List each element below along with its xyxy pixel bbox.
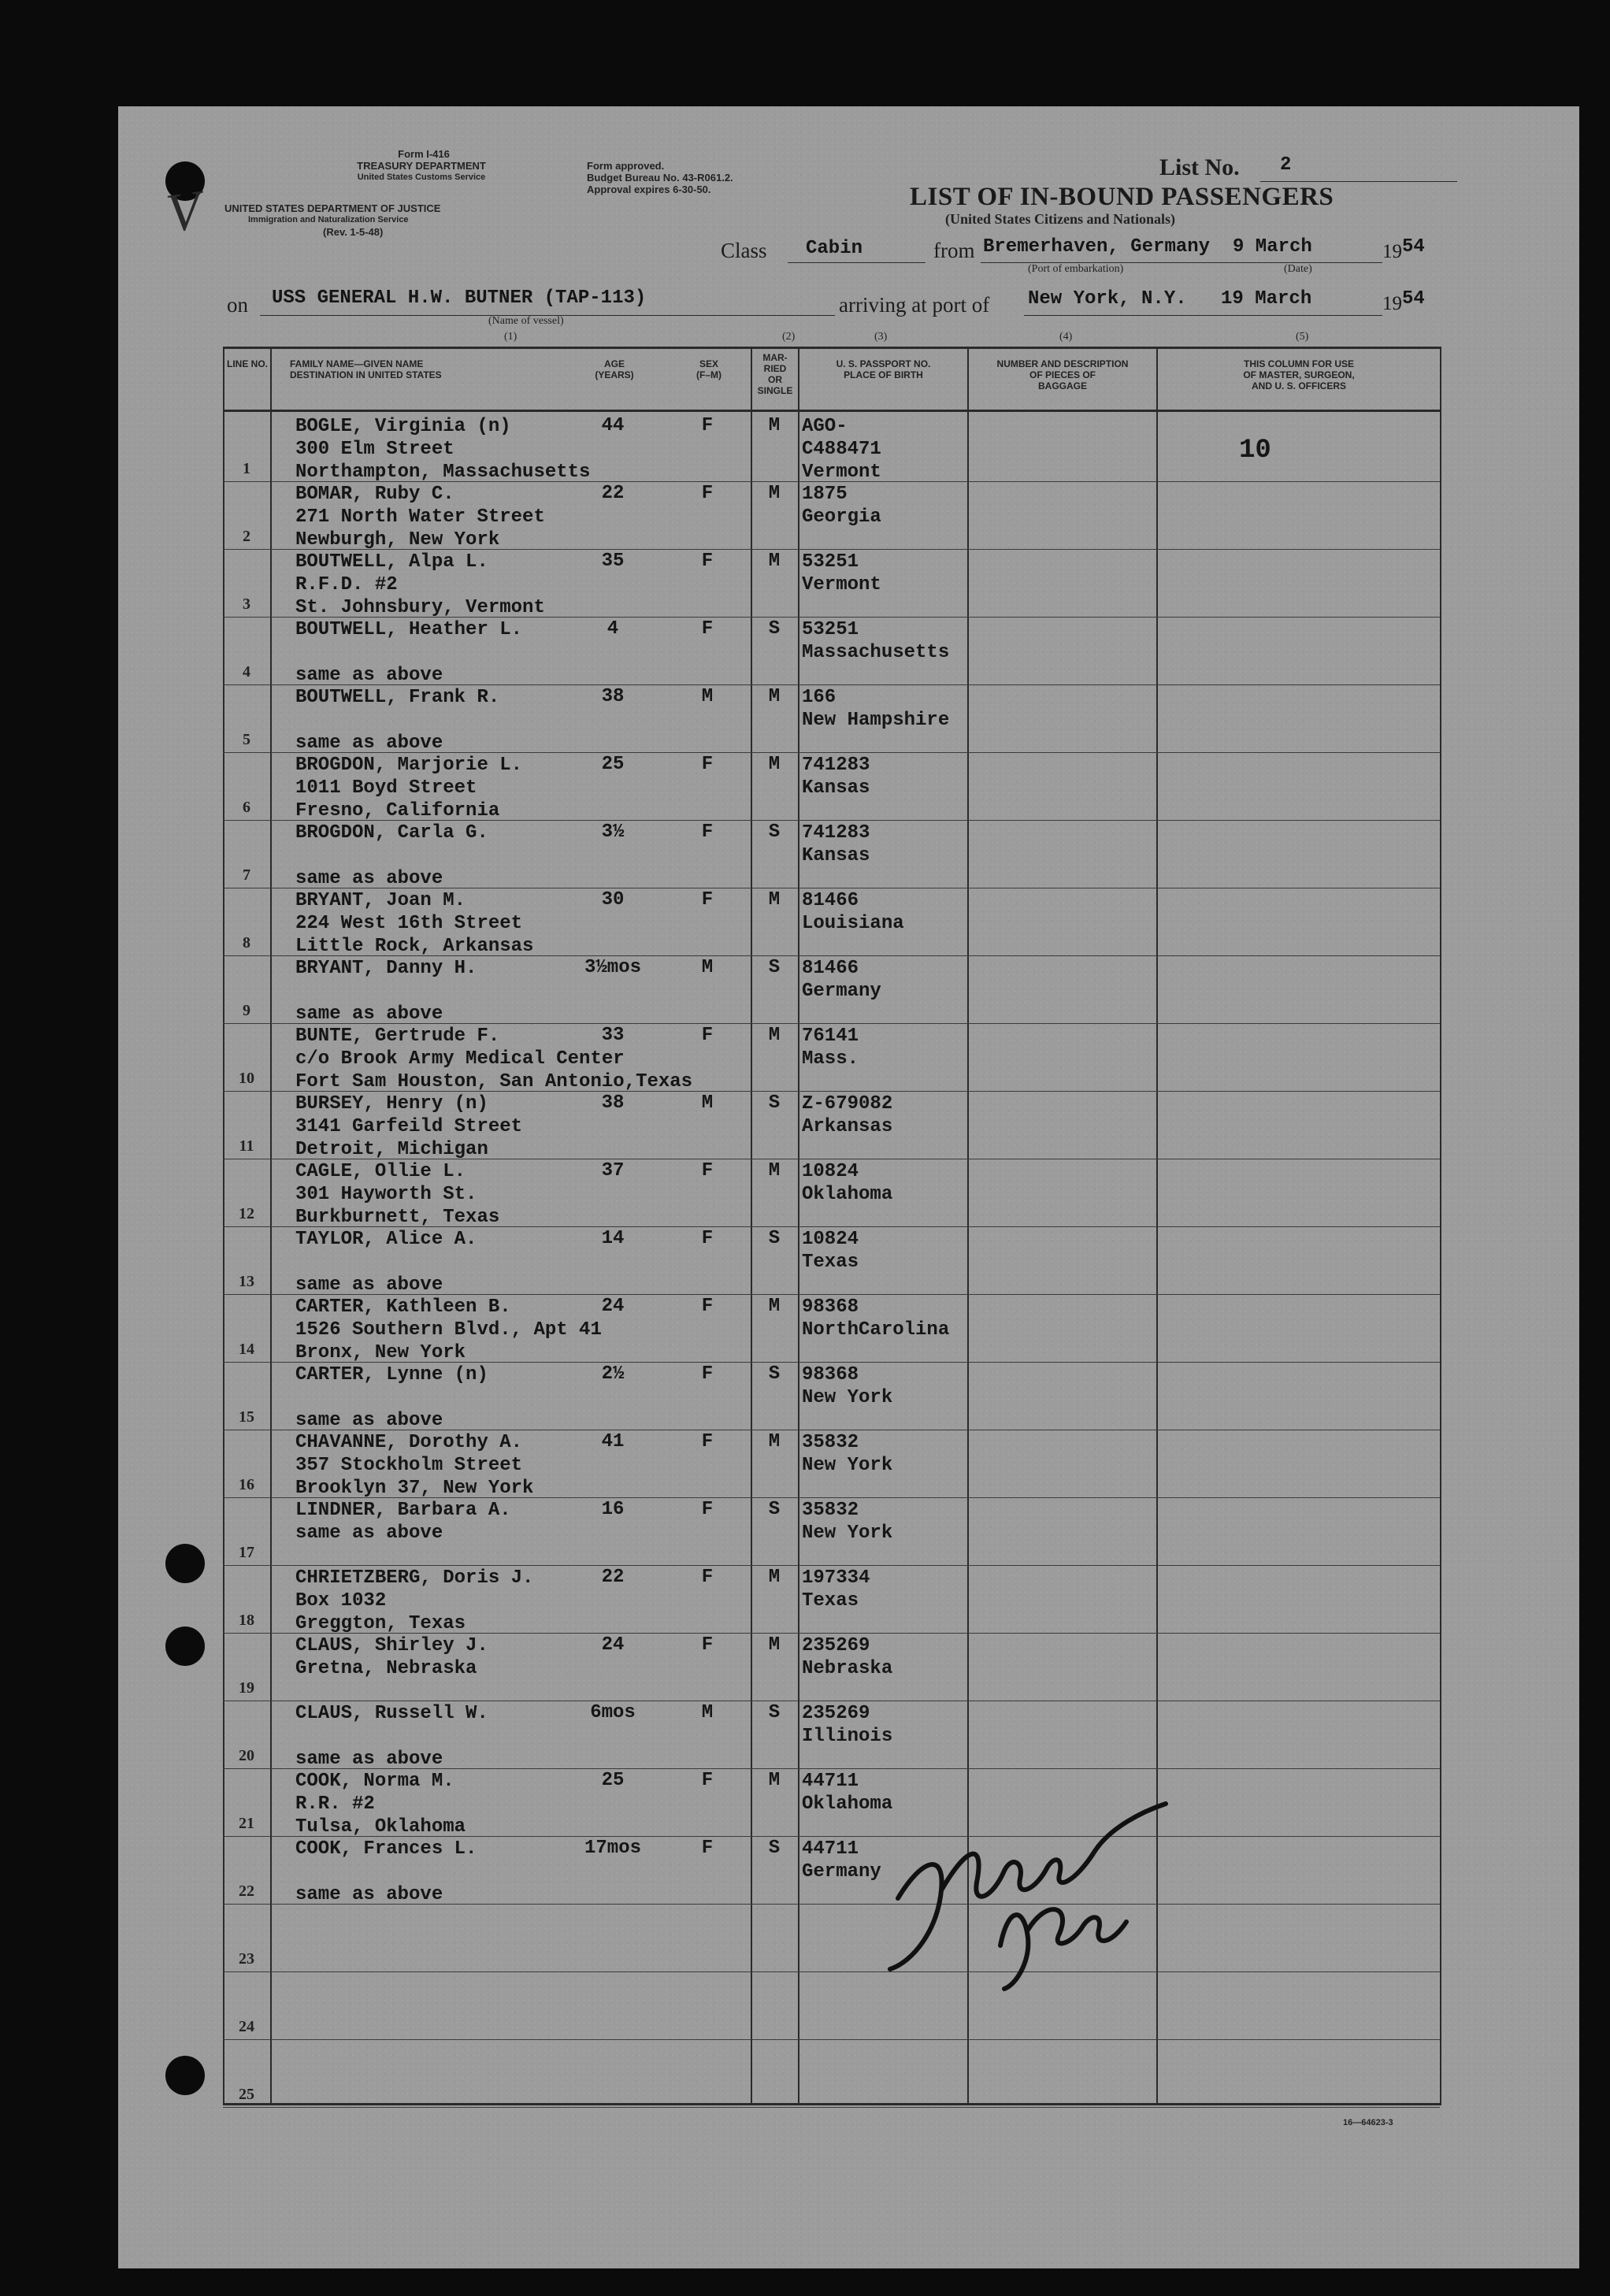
line-number: 9 — [243, 1002, 250, 1019]
col-header-sex: SEX (F–M) — [696, 358, 722, 380]
passenger-name-destination: COOK, Norma M. R.R. #2 Tulsa, Oklahoma — [295, 1771, 466, 1838]
table-row — [223, 1226, 1440, 1295]
passenger-sex: F — [701, 1025, 714, 1046]
passenger-marital-status: M — [768, 889, 781, 911]
passenger-age: 17mos — [584, 1838, 641, 1859]
punch-hole — [165, 1544, 205, 1583]
passenger-age: 25 — [601, 1770, 625, 1791]
passenger-age: 41 — [601, 1431, 625, 1452]
passenger-sex: F — [701, 1296, 714, 1317]
table-row — [223, 1768, 1440, 1837]
passenger-marital-status: S — [768, 1363, 781, 1385]
table-row — [223, 752, 1440, 821]
passenger-sex: M — [701, 1702, 714, 1723]
line-number: 16 — [239, 1476, 254, 1493]
margin-check-mark: V — [162, 180, 205, 245]
table-row — [223, 549, 1440, 618]
line-number: 10 — [239, 1070, 254, 1087]
passport-birthplace: Z-679082 Arkansas — [802, 1093, 893, 1137]
passenger-marital-status: M — [768, 1296, 781, 1317]
department-justice: UNITED STATES DEPARTMENT OF JUSTICE — [224, 202, 441, 214]
passenger-name-destination: LINDNER, Barbara A. same as above — [295, 1500, 511, 1544]
table-row — [223, 1971, 1440, 2040]
passenger-name-destination: CLAUS, Russell W. same as above — [295, 1703, 488, 1770]
line-number: 1 — [243, 460, 250, 477]
table-row — [223, 1497, 1440, 1566]
passenger-sex: F — [701, 1160, 714, 1181]
passport-birthplace: 166 New Hampshire — [802, 687, 950, 731]
line-number: 4 — [243, 663, 250, 681]
col-header-baggage: NUMBER AND DESCRIPTION OF PIECES OF BAGGAGE — [996, 358, 1129, 391]
passenger-age: 22 — [601, 1567, 625, 1588]
passenger-name-destination: BROGDON, Marjorie L. 1011 Boyd Street Fresno, California — [295, 755, 523, 822]
passenger-sex: F — [701, 618, 714, 640]
passenger-name-destination: BROGDON, Carla G. same as above — [295, 822, 488, 889]
passenger-name-destination: BOUTWELL, Frank R. same as above — [295, 687, 500, 754]
passenger-sex: F — [701, 1228, 714, 1249]
table-row — [223, 1836, 1440, 1905]
port-caption: (Port of embarkation) — [1028, 263, 1124, 275]
line-number: 17 — [239, 1544, 254, 1561]
passenger-sex: F — [701, 1634, 714, 1656]
on-label: on — [227, 293, 248, 317]
line-number: 13 — [239, 1273, 254, 1290]
line-number: 24 — [239, 2018, 254, 2035]
table-row — [223, 1091, 1440, 1159]
passport-birthplace: 10824 Oklahoma — [802, 1161, 893, 1205]
passenger-name-destination: BURSEY, Henry (n) 3141 Garfeild Street Detroit, Michigan — [295, 1093, 523, 1160]
passenger-age: 35 — [601, 551, 625, 572]
passenger-name-destination: BOUTWELL, Heather L. same as above — [295, 619, 523, 686]
passenger-name-destination: CAGLE, Ollie L. 301 Hayworth St. Burkburnett, Texas — [295, 1161, 500, 1228]
line-number: 14 — [239, 1341, 254, 1358]
passenger-age: 2½ — [601, 1363, 625, 1385]
passport-birthplace: AGO- C488471 Vermont — [802, 416, 881, 483]
list-no-label: List No. — [1159, 154, 1240, 180]
table-row — [223, 888, 1440, 956]
table-row — [223, 481, 1440, 550]
passenger-name-destination: CHRIETZBERG, Doris J. Box 1032 Greggton, Texas — [295, 1567, 534, 1634]
table-row — [223, 1633, 1440, 1701]
passenger-age: 38 — [601, 1092, 625, 1114]
table-row — [223, 617, 1440, 685]
passenger-sex: F — [701, 1431, 714, 1452]
col-num-2: (2) — [782, 331, 796, 343]
passenger-sex: F — [701, 1499, 714, 1520]
embarkation-date: 9 March — [1233, 236, 1312, 258]
passenger-marital-status: M — [768, 686, 781, 707]
passenger-marital-status: S — [768, 957, 781, 978]
line-number: 19 — [239, 1679, 254, 1697]
passport-birthplace: 98368 NorthCarolina — [802, 1296, 950, 1341]
vessel-name: USS GENERAL H.W. BUTNER (TAP-113) — [272, 287, 647, 309]
passenger-marital-status: M — [768, 1567, 781, 1588]
from-label: from — [933, 239, 975, 262]
passenger-sex: F — [701, 822, 714, 843]
line-number: 8 — [243, 934, 250, 951]
col-header-age: AGE (YEARS) — [595, 358, 634, 380]
passenger-age: 24 — [601, 1634, 625, 1656]
year-prefix: 19 — [1382, 241, 1402, 262]
table-row — [223, 820, 1440, 888]
passenger-age: 4 — [607, 618, 619, 640]
table-row — [223, 414, 1440, 482]
col-header-passport: U. S. PASSPORT NO. PLACE OF BIRTH — [836, 358, 931, 380]
form-number: Form I-416 — [398, 148, 450, 160]
col-num-5: (5) — [1296, 331, 1309, 343]
line-number: 21 — [239, 1815, 254, 1832]
passport-birthplace: 10824 Texas — [802, 1229, 859, 1273]
table-row — [223, 684, 1440, 753]
passenger-name-destination: BOUTWELL, Alpa L. R.F.D. #2 St. Johnsbury, Vermont — [295, 551, 545, 618]
page-subtitle: (United States Citizens and Nationals) — [945, 211, 1176, 227]
passenger-marital-status: S — [768, 1092, 781, 1114]
passenger-marital-status: M — [768, 1025, 781, 1046]
col-header-officers: THIS COLUMN FOR USE OF MASTER, SURGEON, AND U. S. OFFICERS — [1243, 358, 1355, 391]
passenger-marital-status: M — [768, 1770, 781, 1791]
passenger-age: 33 — [601, 1025, 625, 1046]
table-row — [223, 1159, 1440, 1227]
passenger-sex: F — [701, 415, 714, 436]
passenger-marital-status: M — [768, 1431, 781, 1452]
passport-birthplace: 81466 Louisiana — [802, 890, 904, 934]
department-treasury: TREASURY DEPARTMENT — [357, 160, 486, 172]
passenger-name-destination: BUNTE, Gertrude F. c/o Brook Army Medical Center Fort Sam Houston, San Antonio,Texas — [295, 1026, 693, 1092]
passport-birthplace: 235269 Illinois — [802, 1703, 893, 1747]
table-row — [223, 1904, 1440, 1972]
passenger-sex: M — [701, 957, 714, 978]
passenger-name-destination: BOMAR, Ruby C. 271 North Water Street Newburgh, New York — [295, 484, 545, 551]
passenger-age: 6mos — [590, 1702, 636, 1723]
passenger-age: 24 — [601, 1296, 625, 1317]
passenger-age: 16 — [601, 1499, 625, 1520]
line-number: 6 — [243, 799, 250, 816]
passenger-marital-status: M — [768, 1634, 781, 1656]
passport-birthplace: 197334 Texas — [802, 1567, 870, 1612]
passport-birthplace: 76141 Mass. — [802, 1026, 859, 1070]
passenger-age: 44 — [601, 415, 625, 436]
col-header-name: FAMILY NAME—GIVEN NAME DESTINATION IN UNITED STATES — [290, 358, 442, 380]
passport-birthplace: 235269 Nebraska — [802, 1635, 893, 1679]
passenger-name-destination: CLAUS, Shirley J. Gretna, Nebraska — [295, 1635, 488, 1679]
line-number: 5 — [243, 731, 250, 748]
arriving-label: arriving at port of — [839, 293, 990, 317]
col-num-3: (3) — [874, 331, 888, 343]
line-number: 7 — [243, 866, 250, 884]
officer-mark: 10 — [1239, 436, 1271, 466]
punch-hole — [165, 2056, 205, 2095]
port-of-embarkation: Bremerhaven, Germany — [983, 236, 1211, 258]
approval-line-2: Budget Bureau No. 43-R061.2. — [587, 172, 733, 184]
approval-line-3: Approval expires 6-30-50. — [587, 184, 711, 195]
embarkation-year: 54 — [1402, 236, 1425, 258]
passenger-sex: M — [701, 686, 714, 707]
passenger-marital-status: M — [768, 754, 781, 775]
passport-birthplace: 98368 New York — [802, 1364, 893, 1408]
date-caption: (Date) — [1284, 263, 1312, 275]
line-number: 20 — [239, 1747, 254, 1764]
passport-birthplace: 35832 New York — [802, 1500, 893, 1544]
line-number: 18 — [239, 1612, 254, 1629]
passenger-marital-status: S — [768, 1499, 781, 1520]
passenger-marital-status: M — [768, 551, 781, 572]
line-number: 3 — [243, 595, 250, 613]
line-number: 25 — [239, 2086, 254, 2103]
line-number: 23 — [239, 1950, 254, 1968]
passenger-sex: M — [701, 1092, 714, 1114]
class-value: Cabin — [806, 238, 863, 259]
table-row — [223, 1701, 1440, 1769]
year-prefix-2: 19 — [1382, 293, 1402, 314]
col-header-married: MAR- RIED OR SINGLE — [757, 352, 793, 396]
passenger-name-destination: CHAVANNE, Dorothy A. 357 Stockholm Street Brooklyn 37, New York — [295, 1432, 534, 1499]
passenger-marital-status: M — [768, 415, 781, 436]
col-num-4: (4) — [1059, 331, 1073, 343]
print-code: 16—64623-3 — [1343, 2118, 1393, 2127]
passenger-marital-status: S — [768, 1228, 781, 1249]
passenger-sex: F — [701, 483, 714, 504]
passport-birthplace: 53251 Massachusetts — [802, 619, 950, 663]
col-header-line: LINE NO. — [226, 358, 268, 369]
passenger-age: 3½mos — [584, 957, 641, 978]
passenger-name-destination: CARTER, Lynne (n) same as above — [295, 1364, 488, 1431]
table-row — [223, 1565, 1440, 1634]
passenger-age: 38 — [601, 686, 625, 707]
line-number: 22 — [239, 1882, 254, 1900]
passport-birthplace: 44711 Oklahoma — [802, 1771, 893, 1815]
passport-birthplace: 1875 Georgia — [802, 484, 881, 528]
passenger-age: 25 — [601, 754, 625, 775]
table-row — [223, 2039, 1440, 2108]
passenger-name-destination: CARTER, Kathleen B. 1526 Southern Blvd., Apt 41 Bronx, New York — [295, 1296, 602, 1363]
passport-birthplace: 44711 Germany — [802, 1838, 881, 1882]
passenger-marital-status: S — [768, 618, 781, 640]
table-row — [223, 955, 1440, 1024]
passenger-age: 30 — [601, 889, 625, 911]
passenger-marital-status: S — [768, 1702, 781, 1723]
arrival-port: New York, N.Y. — [1028, 288, 1187, 310]
line-number: 2 — [243, 528, 250, 545]
line-number: 12 — [239, 1205, 254, 1222]
department-justice-sub: Immigration and Naturalization Service — [248, 215, 409, 224]
passport-birthplace: 35832 New York — [802, 1432, 893, 1476]
passport-birthplace: 81466 Germany — [802, 958, 881, 1002]
table-row — [223, 1430, 1440, 1498]
passenger-age: 14 — [601, 1228, 625, 1249]
department-treasury-sub: United States Customs Service — [357, 172, 486, 182]
passenger-sex: F — [701, 551, 714, 572]
passenger-marital-status: M — [768, 1160, 781, 1181]
vessel-caption: (Name of vessel) — [488, 315, 564, 327]
arrival-date: 19 March — [1221, 288, 1312, 310]
passenger-name-destination: BRYANT, Joan M. 224 West 16th Street Little Rock, Arkansas — [295, 890, 534, 957]
signature — [866, 1796, 1197, 1993]
line-number: 11 — [239, 1137, 254, 1155]
passenger-sex: F — [701, 754, 714, 775]
class-label: Class — [721, 239, 767, 262]
punch-hole — [165, 1626, 205, 1666]
passenger-sex: F — [701, 1567, 714, 1588]
passport-birthplace: 741283 Kansas — [802, 822, 870, 866]
passenger-name-destination: TAYLOR, Alice A. same as above — [295, 1229, 477, 1296]
passenger-sex: F — [701, 889, 714, 911]
passenger-age: 22 — [601, 483, 625, 504]
revision: (Rev. 1-5-48) — [323, 226, 384, 238]
passenger-marital-status: M — [768, 483, 781, 504]
passenger-sex: F — [701, 1770, 714, 1791]
page-title: LIST OF IN-BOUND PASSENGERS — [910, 183, 1334, 211]
line-number: 15 — [239, 1408, 254, 1426]
approval-line-1: Form approved. — [587, 160, 665, 172]
passenger-marital-status: S — [768, 1838, 781, 1859]
passenger-sex: F — [701, 1838, 714, 1859]
passenger-name-destination: COOK, Frances L. same as above — [295, 1838, 477, 1905]
passenger-name-destination: BRYANT, Danny H. same as above — [295, 958, 477, 1025]
table-row — [223, 1023, 1440, 1092]
col-num-1: (1) — [504, 331, 518, 343]
table-row — [223, 1294, 1440, 1363]
passport-birthplace: 53251 Vermont — [802, 551, 881, 595]
table-row — [223, 1362, 1440, 1430]
passenger-age: 3½ — [601, 822, 625, 843]
passport-birthplace: 741283 Kansas — [802, 755, 870, 799]
passenger-marital-status: S — [768, 822, 781, 843]
arrival-year: 54 — [1402, 288, 1425, 310]
passenger-name-destination: BOGLE, Virginia (n) 300 Elm Street Northampton, Massachusetts — [295, 416, 591, 483]
passenger-age: 37 — [601, 1160, 625, 1181]
passenger-sex: F — [701, 1363, 714, 1385]
list-no-value: 2 — [1280, 154, 1292, 176]
